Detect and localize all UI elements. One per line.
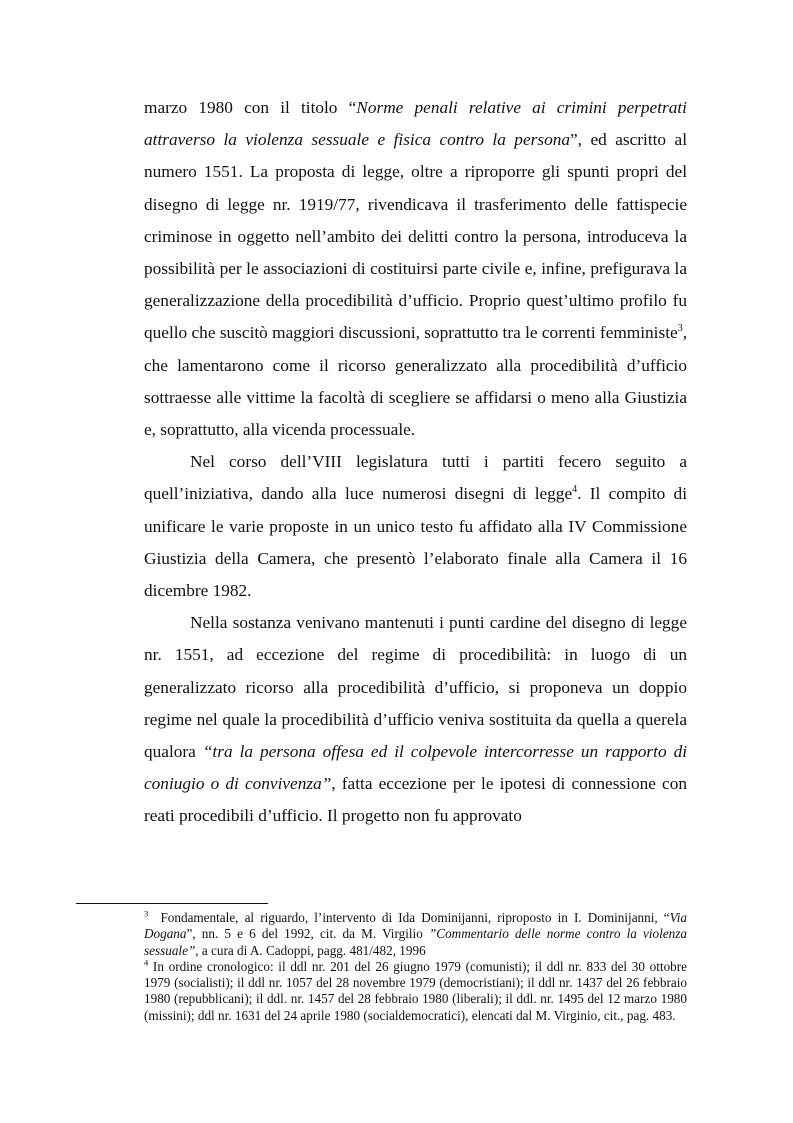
footnote-ref-4[interactable]: 4	[572, 484, 578, 496]
footnote-3: $^3$ Fondamentale, al riguardo, l’intervento di Ida Dominijanni, riproposto in I. Dominijanni, “Via Dogana”, nn. 5 e 6 del 1992, cit. da M. Virgilio ”Commentario delle norme contro la violenza sessuale”, a cura di A. Cadoppi, pagg. 481/482, 1996	[144, 908, 687, 958]
law-title: Norme penali relative ai crimini perpetrati attraverso la violenza sessuale e fisica contro la persona	[144, 98, 687, 150]
paragraph-2: Nel corso dell’VIII legislatura tutti i partiti fecero seguito a quell’iniziativa, dando alla luce numerosi disegni di legge$^4$. Il compito di unificare le varie proposte in un unico testo fu affidato alla IV Commissione Giustizia della Camera, che presentò l’elaborato finale alla Camera il 16 dicembre 1982.	[144, 452, 687, 601]
footnote-separator	[76, 903, 268, 904]
footnotes	[144, 910, 687, 1024]
quoted-clause: “tra la persona offesa ed il colpevole intercorresse un rapporto di coniugio o di convivenza”	[144, 742, 688, 794]
footnote-4: $^4$ In ordine cronologico: il ddl nr. 201 del 26 giugno 1979 (comunisti); il ddl nr. 833 del 30 ottobre 1979 (socialisti); il ddl nr. 1057 del 28 novembre 1979 (democristiani); il ddl nr. 1437 del 26 febbraio 1980 (repubblicani); il ddl. nr. 1457 del 28 febbraio 1980 (liberali); il ddl. nr. 1495 del 12 marzo 1980 (missini); ddl nr. 1631 del 24 aprile 1980 (socialdemocratici), elencati dal M. Virginio, cit., pag. 483.	[144, 957, 687, 1023]
paragraph-1: marzo 1980 con il titolo “Norme penali relative ai crimini perpetrati attraverso la violenza sessuale e fisica contro la persona”, ed ascritto al numero 1551. La proposta di legge, oltre a riproporre gli spunti propri del disegno di legge nr. 1919/77, rivendicava il trasferimento delle fattispecie criminose in oggetto nell’ambito dei delitti contro la persona, introduceva la possibilità per le associazioni di costituirsi parte civile e, infine, prefigurava la generalizzazione della procedibilità d’ufficio. Proprio quest’ultimo profilo fu quello che suscitò maggiori discussioni, soprattutto tra le correnti femministe$^3$, che lamentarono come il ricorso generalizzato alla procedibilità d’ufficio sottraesse alle vittime la facoltà di scegliere se affidarsi o meno alla Giustizia e, soprattutto, alla vicenda processuale.	[144, 98, 688, 440]
paragraph-3: Nella sostanza venivano mantenuti i punti cardine del disegno di legge nr. 1551, ad eccezione del regime di procedibilità: in luogo di un generalizzato ricorso alla procedibilità d’ufficio, si proponeva un doppio regime nel quale la procedibilità d’ufficio veniva sostituita da quella a querela qualora “tra la persona offesa ed il colpevole intercorresse un rapporto di coniugio o di convivenza”, fatta eccezione per le ipotesi di connessione con reati procedibili d’ufficio. Il progetto non fu approvato	[144, 613, 688, 826]
footnote-number: 3	[144, 908, 149, 919]
footnote-number: 4	[144, 957, 149, 968]
footnote-ref-3[interactable]: 3	[677, 323, 683, 335]
main-text	[144, 92, 687, 833]
